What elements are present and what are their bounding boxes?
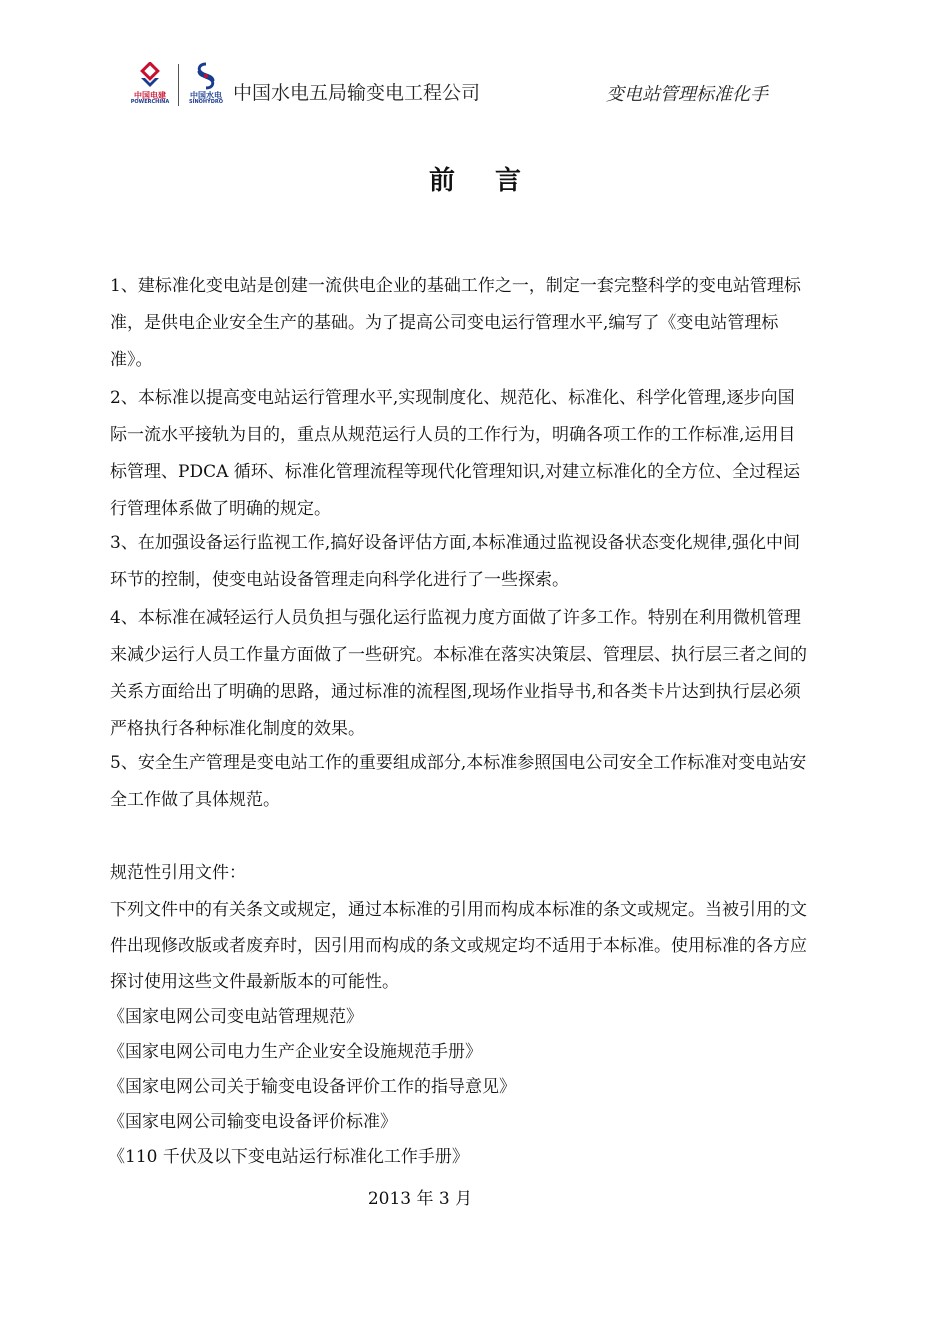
reference-item: 《国家电网公司变电站管理规范》 bbox=[108, 1007, 363, 1027]
powerchina-logo-cn: 中国电建 bbox=[134, 91, 166, 100]
reference-item: 《国家电网公司电力生产企业安全设施规范手册》 bbox=[108, 1042, 482, 1062]
logo-divider bbox=[178, 64, 179, 106]
sinohydro-logo-en: SINOHYDRO bbox=[189, 99, 223, 105]
paragraph-5: 5、安全生产管理是变电站工作的重要组成部分,本标准参照国电公司安全工作标准对变电站安全工作做了具体规范。 bbox=[110, 753, 807, 810]
page-title: 前言 bbox=[428, 166, 561, 196]
powerchina-logo bbox=[128, 62, 172, 106]
reference-list bbox=[108, 1000, 516, 1175]
references-intro: 下列文件中的有关条文或规定，通过本标准的引用而构成本标准的条文或规定。当被引用的文件出现修改版或者废弃时，因引用而构成的条文或规定均不适用于本标准。使用标准的各方应探讨使用这些文件最新版本的可能性。 bbox=[110, 900, 807, 992]
page-header bbox=[128, 62, 828, 112]
paragraph-2: 2、本标准以提高变电站运行管理水平,实现制度化、规范化、标准化、科学化管理,逐步向国际一流水平接轨为目的，重点从规范运行人员的工作行为，明确各项工作的工作标准,运用目标管理、PDCA 循环、标准化管理流程等现代化管理知识,对建立标准化的全方位、全过程运行管理体系做了明确的规定。 bbox=[110, 388, 801, 519]
powerchina-logo-icon bbox=[136, 62, 164, 90]
references-heading: 规范性引用文件： bbox=[110, 863, 246, 883]
document-date: 2013 年 3 月 bbox=[367, 1189, 473, 1209]
paragraph-3: 3、在加强设备运行监视工作,搞好设备评估方面,本标准通过监视设备状态变化规律,强化中间环节的控制，使变电站设备管理走向科学化进行了一些探索。 bbox=[110, 533, 801, 590]
reference-item: 《国家电网公司关于输变电设备评价工作的指导意见》 bbox=[108, 1077, 516, 1097]
powerchina-logo-en: POWERCHINA bbox=[130, 99, 170, 105]
paragraph-4: 4、本标准在减轻运行人员负担与强化运行监视力度方面做了许多工作。特别在利用微机管理来减少运行人员工作量方面做了一些研究。本标准在落实决策层、管理层、执行层三者之间的关系方面给出了明确的思路，通过标准的流程图,现场作业指导书,和各类卡片达到执行层必须严格执行各种标准化制度的效果。 bbox=[110, 608, 807, 739]
paragraph-1: 1、建标准化变电站是创建一流供电企业的基础工作之一，制定一套完整科学的变电站管理标准，是供电企业安全生产的基础。为了提高公司变电运行管理水平,编写了《变电站管理标准》。 bbox=[110, 276, 801, 370]
company-name: 中国水电五局输变电工程公司 bbox=[233, 82, 481, 104]
sinohydro-logo-cn: 中国水电 bbox=[190, 91, 222, 100]
reference-item: 《国家电网公司输变电设备评价标准》 bbox=[108, 1112, 397, 1132]
sinohydro-logo-icon bbox=[193, 62, 219, 90]
reference-item: 《110 千伏及以下变电站运行标准化工作手册》 bbox=[108, 1147, 469, 1167]
manual-title: 变电站管理标准化手 bbox=[606, 84, 768, 105]
sinohydro-logo bbox=[184, 62, 228, 106]
